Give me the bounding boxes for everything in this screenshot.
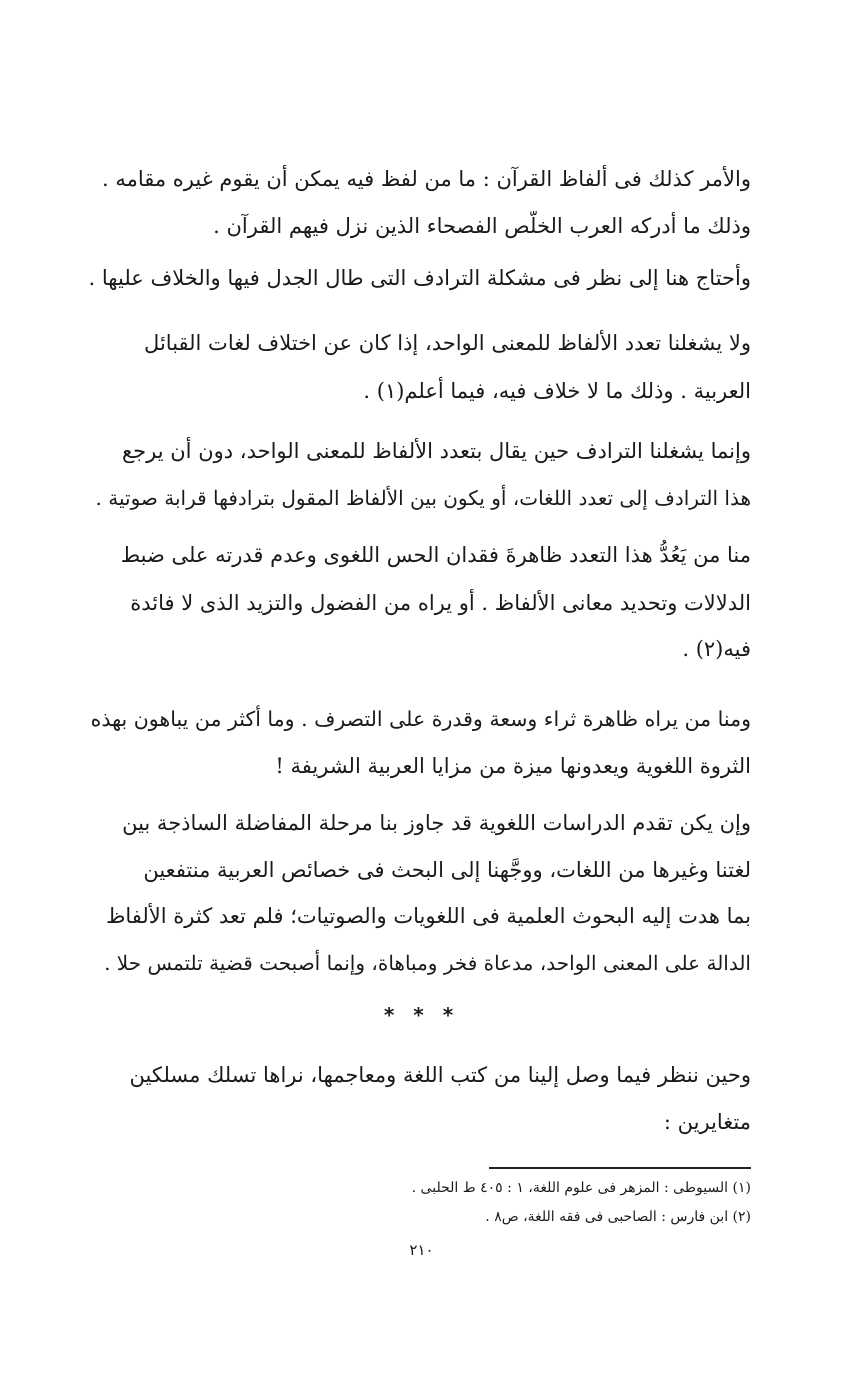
paragraph-6-line-2: الثروة اللغوية ويعدونها ميزة من مزايا العربية الشريفة ! — [275, 754, 751, 778]
paragraph-4-line-1: وإنما يشغلنا الترادف حين يقال بتعدد الألفاظ للمعنى الواحد، دون أن يرجع — [122, 439, 751, 463]
paragraph-5-line-3: فيه(٢) . — [682, 637, 751, 661]
paragraph-8-line-2: متغايرين : — [663, 1110, 751, 1134]
footnote-2: (٢) ابن فارس : الصاحبى فى فقه اللغة، ص٨ . — [485, 1209, 751, 1225]
paragraph-5-line-1: منا من يَعُدُّ هذا التعدد ظاهرةَ فقدان الحس اللغوى وعدم قدرته على ضبط — [120, 543, 751, 567]
paragraph-3-line-2: العربية . وذلك ما لا خلاف فيه، فيما أعلم(١) . — [363, 379, 751, 403]
paragraph-7-line-1: وإن يكن تقدم الدراسات اللغوية قد جاوز بنا مرحلة المفاضلة الساذجة بين — [122, 811, 751, 835]
paragraph-3-line-1: ولا يشغلنا تعدد الألفاظ للمعنى الواحد، إذا كان عن اختلاف لغات القبائل — [144, 331, 751, 355]
footnote-divider — [489, 1167, 751, 1169]
paragraph-7-line-4: الدالة على المعنى الواحد، مدعاة فخر ومباهاة، وإنما أصبحت قضية تلتمس حلا . — [104, 951, 751, 975]
paragraph-2-line-1: وأحتاج هنا إلى نظر فى مشكلة الترادف التى طال الجدل فيها والخلاف عليها . — [89, 266, 751, 290]
page-number: ٢١٠ — [409, 1241, 434, 1259]
paragraph-4-line-2: هذا الترادف إلى تعدد اللغات، أو يكون بين الألفاظ المقول بترادفها قرابة صوتية . — [95, 486, 751, 510]
paragraph-6-line-1: ومنا من يراه ظاهرة ثراء وسعة وقدرة على التصرف . وما أكثر من يباهون بهذه — [90, 707, 751, 731]
section-separator: * * * — [383, 1003, 460, 1027]
paragraph-1-line-2: وذلك ما أدركه العرب الخلَّص الفصحاء الذين نزل فيهم القرآن . — [213, 214, 751, 238]
paragraph-1-line-1: والأمر كذلك فى ألفاظ القرآن : ما من لفظ فيه يمكن أن يقوم غيره مقامه . — [101, 167, 751, 191]
paragraph-5-line-2: الدلالات وتحديد معانى الألفاظ . أو يراه من الفضول والتزيد الذى لا فائدة — [130, 591, 751, 615]
paragraph-8-line-1: وحين ننظر فيما وصل إلينا من كتب اللغة ومعاجمها، نراها تسلك مسلكين — [129, 1063, 751, 1087]
paragraph-7-line-3: بما هدت إليه البحوث العلمية فى اللغويات والصوتيات؛ فلم تعد كثرة الألفاظ — [105, 904, 751, 928]
paragraph-7-line-2: لغتنا وغيرها من اللغات، ووجَّهنا إلى البحث فى خصائص العربية منتفعين — [143, 858, 751, 882]
footnote-1: (١) السيوطى : المزهر فى علوم اللغة، ١ : ٤٠٥ ط الحلبى . — [411, 1180, 751, 1196]
